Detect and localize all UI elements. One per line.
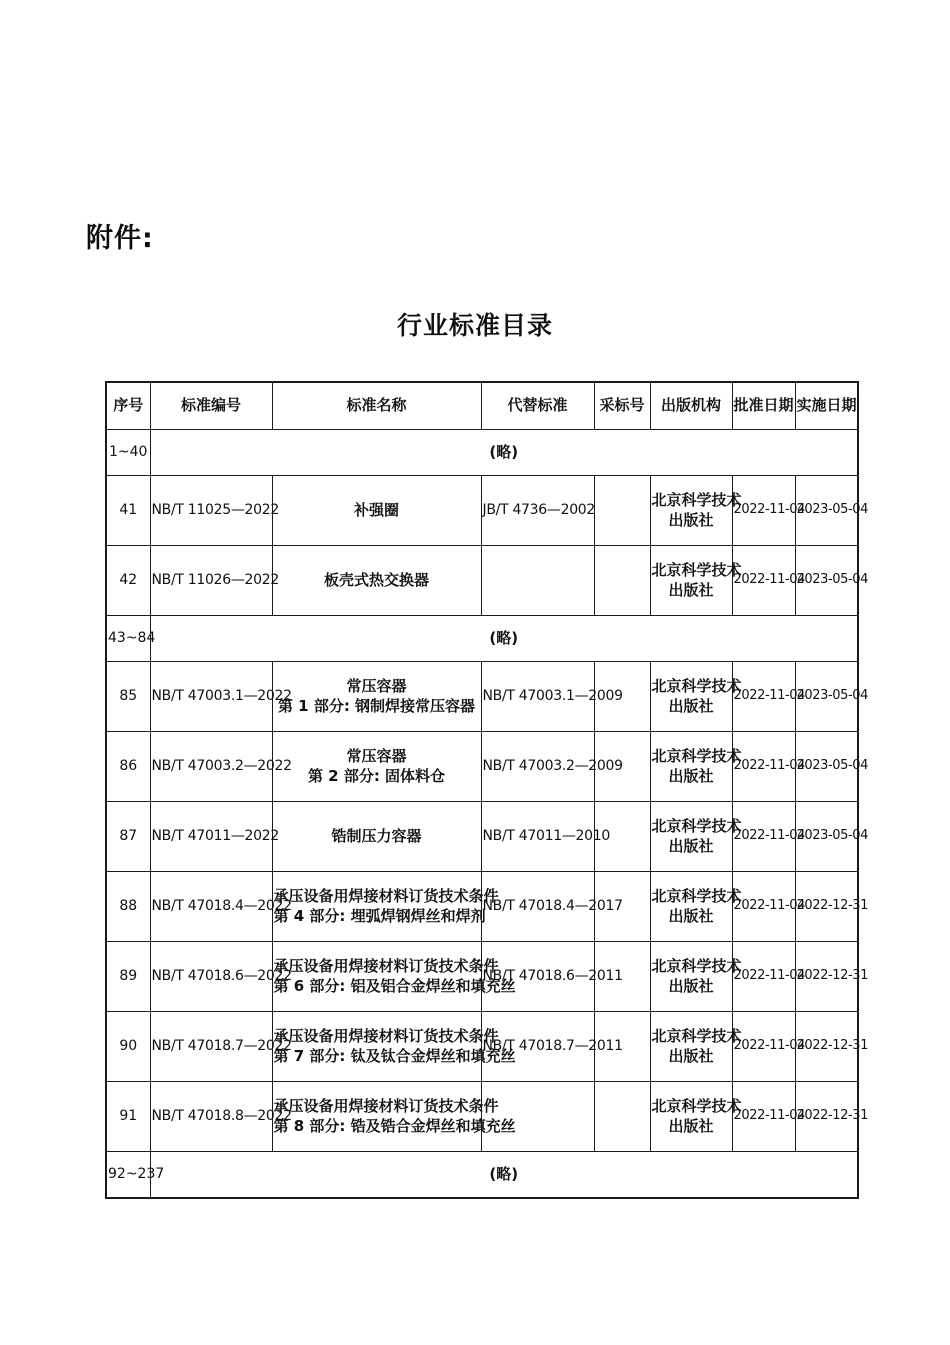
replaces-cell: JB/T 4736—2002	[481, 476, 594, 546]
standard-code-cell: NB/T 47011—2022	[150, 802, 272, 872]
approve-date-cell: 2022-11-04	[732, 476, 795, 546]
seq-cell: 86	[106, 732, 150, 802]
approve-date-cell: 2022-11-04	[732, 872, 795, 942]
publisher-line: 出版社	[668, 1116, 714, 1135]
impl-date-cell: 2023-05-04	[795, 732, 858, 802]
seq-cell: 90	[106, 1012, 150, 1082]
publisher-line: 出版社	[668, 906, 714, 925]
header-impl-date: 实施日期	[795, 382, 858, 430]
table-row	[106, 662, 858, 732]
page-title: 行业标准目录	[396, 311, 553, 340]
standard-name-line: 承压设备用焊接材料订货技术条件	[273, 957, 499, 975]
standard-name-line: 第 2 部分: 固体料仓	[307, 766, 446, 785]
standard-code-cell: NB/T 11025—2022	[150, 476, 272, 546]
standard-name-cell	[272, 476, 481, 546]
standard-name-cell	[272, 802, 481, 872]
standards-table	[105, 381, 869, 1199]
header-publisher: 出版机构	[650, 382, 732, 430]
publisher-line: 出版社	[668, 580, 714, 599]
omitted-cell: (略)	[150, 1152, 858, 1199]
impl-date-cell: 2022-12-31	[795, 1012, 858, 1082]
seq-cell: 43~84	[106, 616, 150, 662]
table-row	[106, 476, 858, 546]
publisher-line: 北京科学技术	[651, 677, 742, 695]
replaces-cell: NB/T 47018.4—2017	[481, 872, 594, 942]
table-row	[106, 1012, 858, 1082]
impl-date-cell: 2023-05-04	[795, 802, 858, 872]
publisher-line: 北京科学技术	[651, 747, 742, 765]
publisher-cell	[650, 872, 742, 942]
table-row	[106, 1082, 858, 1152]
seq-cell: 41	[106, 476, 150, 546]
standard-name-cell	[272, 662, 481, 732]
replaces-cell: NB/T 47018.7—2011	[481, 1012, 594, 1082]
standard-code-cell: NB/T 47018.4—2022	[150, 872, 272, 942]
header-name: 标准名称	[272, 382, 481, 430]
approve-date-cell: 2022-11-04	[732, 802, 795, 872]
approve-date-cell: 2022-11-04	[732, 546, 795, 616]
table-header-row	[106, 382, 858, 430]
header-replaces: 代替标准	[481, 382, 594, 430]
standard-name-line: 常压容器	[346, 747, 407, 765]
replaces-cell: NB/T 47018.6—2011	[481, 942, 594, 1012]
table-row-omitted	[106, 430, 858, 476]
publisher-cell	[650, 546, 742, 616]
table-row	[106, 732, 858, 802]
seq-cell: 87	[106, 802, 150, 872]
publisher-line: 出版社	[668, 510, 714, 529]
replaces-cell: NB/T 47003.1—2009	[481, 662, 594, 732]
adopted-cell	[594, 1082, 650, 1152]
replaces-cell	[481, 546, 594, 616]
standard-code-cell: NB/T 47018.8—2022	[150, 1082, 272, 1152]
table-row-omitted	[106, 1152, 858, 1199]
standard-name-line: 常压容器	[346, 677, 407, 695]
publisher-line: 北京科学技术	[651, 817, 742, 835]
adopted-cell	[594, 476, 650, 546]
publisher-cell	[650, 1012, 742, 1082]
publisher-line: 出版社	[668, 836, 714, 855]
publisher-cell	[650, 476, 742, 546]
standard-name-cell	[272, 732, 481, 802]
publisher-line: 北京科学技术	[651, 1027, 742, 1045]
header-seq: 序号	[106, 382, 150, 430]
seq-cell: 42	[106, 546, 150, 616]
publisher-line: 出版社	[668, 696, 714, 715]
attachment-label: 附件:	[86, 223, 154, 254]
standard-code-cell: NB/T 47018.7—2022	[150, 1012, 272, 1082]
publisher-line: 出版社	[668, 1046, 714, 1065]
standard-name-line: 第 8 部分: 锆及锆合金焊丝和填充丝	[273, 1116, 516, 1135]
standard-name-line: 补强圈	[353, 500, 399, 519]
publisher-cell	[650, 662, 742, 732]
publisher-line: 北京科学技术	[651, 887, 742, 905]
approve-date-cell: 2022-11-04	[732, 1082, 795, 1152]
impl-date-cell: 2022-12-31	[795, 942, 858, 1012]
omitted-cell: (略)	[150, 616, 858, 662]
seq-cell: 88	[106, 872, 150, 942]
header-adopted: 采标号	[594, 382, 650, 430]
seq-cell: 1~40	[106, 430, 150, 476]
standard-name-line: 第 1 部分: 钢制焊接常压容器	[277, 696, 476, 715]
approve-date-cell: 2022-11-04	[732, 662, 795, 732]
seq-cell: 92~237	[106, 1152, 150, 1199]
seq-cell: 91	[106, 1082, 150, 1152]
impl-date-cell: 2023-05-04	[795, 476, 858, 546]
publisher-line: 出版社	[668, 976, 714, 995]
header-code: 标准编号	[150, 382, 272, 430]
standard-name-cell	[272, 942, 516, 1012]
table-row	[106, 872, 858, 942]
approve-date-cell: 2022-11-04	[732, 732, 795, 802]
standard-name-line: 承压设备用焊接材料订货技术条件	[273, 1027, 499, 1045]
replaces-cell: NB/T 47003.2—2009	[481, 732, 594, 802]
standard-name-line: 锆制压力容器	[331, 826, 422, 845]
standard-name-line: 承压设备用焊接材料订货技术条件	[273, 1097, 499, 1115]
replaces-cell: NB/T 47011—2010	[481, 802, 594, 872]
publisher-cell	[650, 732, 742, 802]
table-row-omitted	[106, 616, 858, 662]
standard-name-cell	[272, 1082, 516, 1152]
impl-date-cell: 2022-12-31	[795, 872, 858, 942]
table-row	[106, 942, 858, 1012]
standard-code-cell: NB/T 11026—2022	[150, 546, 272, 616]
impl-date-cell: 2023-05-04	[795, 662, 858, 732]
publisher-line: 北京科学技术	[651, 561, 742, 579]
adopted-cell	[594, 546, 650, 616]
publisher-cell	[650, 1082, 742, 1152]
standard-name-line: 第 7 部分: 钛及钛合金焊丝和填充丝	[273, 1046, 516, 1065]
omitted-cell: (略)	[150, 430, 858, 476]
header-approve-date: 批准日期	[732, 382, 795, 430]
publisher-line: 北京科学技术	[651, 957, 742, 975]
table-row	[106, 546, 858, 616]
standard-code-cell: NB/T 47003.1—2022	[150, 662, 272, 732]
standard-name-line: 板壳式热交换器	[323, 570, 429, 589]
standard-name-line: 承压设备用焊接材料订货技术条件	[273, 887, 499, 905]
standard-name-cell	[272, 1012, 516, 1082]
standard-name-line: 第 4 部分: 埋弧焊钢焊丝和焊剂	[273, 906, 486, 925]
standard-name-cell	[272, 546, 481, 616]
standard-name-cell	[272, 872, 499, 942]
publisher-line: 出版社	[668, 766, 714, 785]
standard-name-line: 第 6 部分: 铝及铝合金焊丝和填充丝	[273, 976, 516, 995]
standard-code-cell: NB/T 47018.6—2022	[150, 942, 272, 1012]
table-row	[106, 802, 858, 872]
seq-cell: 89	[106, 942, 150, 1012]
approve-date-cell: 2022-11-04	[732, 1012, 795, 1082]
seq-cell: 85	[106, 662, 150, 732]
impl-date-cell: 2023-05-04	[795, 546, 858, 616]
publisher-cell	[650, 802, 742, 872]
publisher-cell	[650, 942, 742, 1012]
approve-date-cell: 2022-11-04	[732, 942, 795, 1012]
standard-code-cell: NB/T 47003.2—2022	[150, 732, 272, 802]
impl-date-cell: 2022-12-31	[795, 1082, 858, 1152]
publisher-line: 北京科学技术	[651, 1097, 742, 1115]
publisher-line: 北京科学技术	[651, 491, 742, 509]
